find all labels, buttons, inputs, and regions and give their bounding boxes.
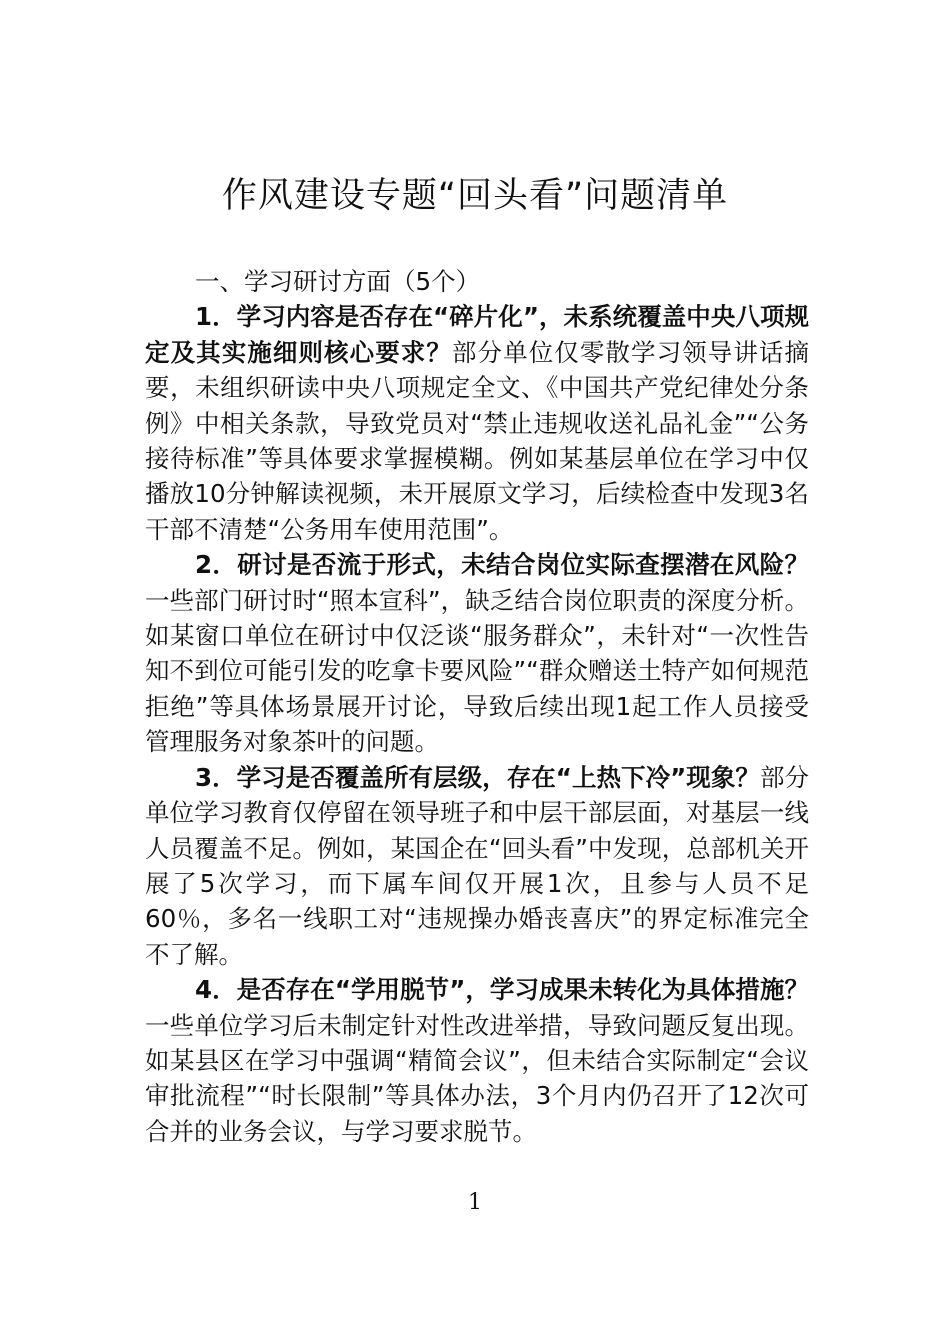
item-question: 3．学习是否覆盖所有层级，存在“上热下冷”现象？ <box>195 762 760 792</box>
list-item <box>145 760 809 972</box>
page-title: 作风建设专题“回头看”问题清单 <box>221 176 729 216</box>
item-question: 1．学习内容是否存在“碎片化”，未系统覆盖中央八项规定及其实施细则核心要求？ <box>145 302 809 367</box>
item-body: 部分单位仅零散学习领导讲话摘要，未组织研读中央八项规定全文、《中国共产党纪律处分条例》中相关条款，导致党员对“禁止违规收送礼品礼金”“公务接待标准”等具体要求掌握模糊。例如某基层单位在学习中仅播放10分钟解读视频，未开展原文学习，后续检查中发现3名干部不清楚“公务用车使用范围”。 <box>145 337 810 544</box>
list-item <box>145 547 809 759</box>
list-item <box>145 299 809 547</box>
item-body: 一些单位学习后未制定针对性改进举措，导致问题反复出现。如某县区在学习中强调“精简会议”，但未结合实际制定“会议审批流程”“时长限制”等具体办法，3个月内仍召开了12次可合并的业务会议，与学习要求脱节。 <box>145 1010 809 1146</box>
item-body: 一些部门研讨时“照本宣科”，缺乏结合岗位职责的深度分析。如某窗口单位在研讨中仅泛谈“服务群众”，未针对“一次性告知不到位可能引发的吃拿卡要风险”“群众赠送土特产如何规范拒绝”等具体场景展开讨论，导致后续出现1起工作人员接受管理服务对象茶叶的问题。 <box>145 585 809 757</box>
document-body <box>145 264 809 1149</box>
page-number: 1 <box>468 1190 482 1215</box>
item-body: 部分单位学习教育仅停留在领导班子和中层干部层面，对基层一线人员覆盖不足。例如，某国企在“回头看”中发现，总部机关开展了5次学习，而下属车间仅开展1次，且参与人员不足60％，多名一线职工对“违规操办婚丧喜庆”的界定标准完全不了解。 <box>145 762 810 969</box>
list-item <box>145 972 809 1149</box>
item-question: 4．是否存在“学用脱节”，学习成果未转化为具体措施？ <box>195 975 809 1005</box>
item-question: 2．研讨是否流于形式，未结合岗位实际查摆潜在风险？ <box>195 550 809 580</box>
section-heading: 一、学习研讨方面（5个） <box>195 267 481 296</box>
